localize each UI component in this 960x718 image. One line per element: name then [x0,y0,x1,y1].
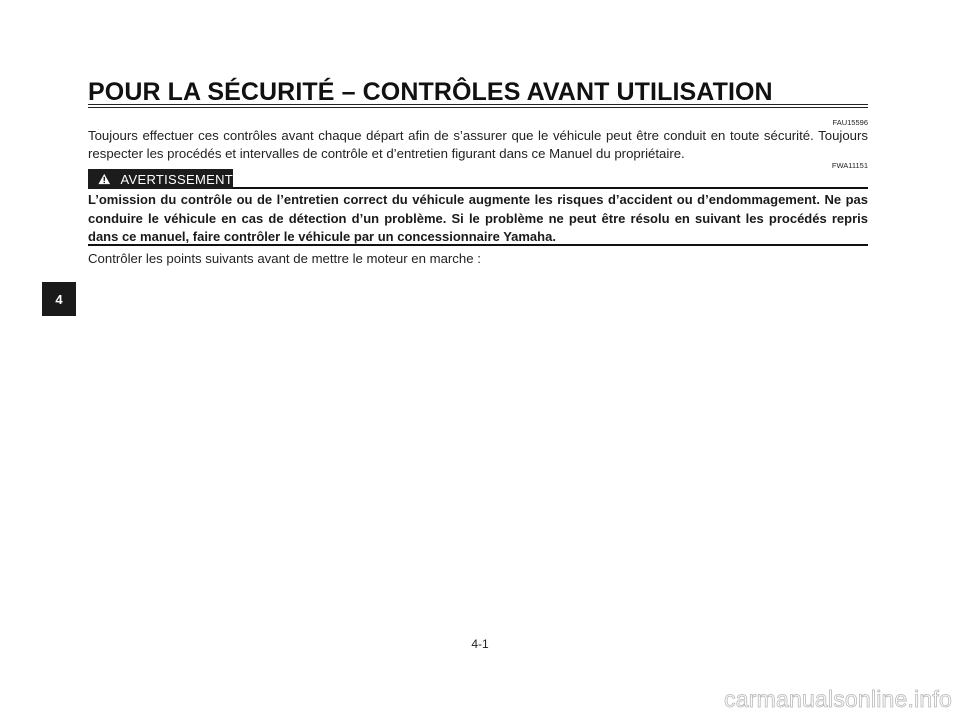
warning-reference-code: FWA11151 [831,161,868,170]
warning-top-rule [233,187,868,189]
title-rule [88,104,868,105]
intro-paragraph: Toujours effectuer ces contrôles avant chaque départ afin de s’assurer que le véhicule peut être conduit en toute sécurité. Toujours respecter les procédés et intervalles de contrôle et d’entretien figurant dans ce Manuel du propriétaire. [88,128,868,161]
chapter-tab: 4 [42,282,76,316]
page-number: 4-1 [471,637,489,651]
intro-reference-code: FAU15596 [832,118,868,127]
page-title: POUR LA SÉCURITÉ – CONTRÔLES AVANT UTILISATION [88,78,773,106]
warning-bottom-rule [88,244,868,246]
warning-text: L’omission du contrôle ou de l’entretien correct du véhicule augmente les risques d’accident ou d’endommagement. Ne pas conduire le véhicule en cas de détection d’un problème. Si le problème ne peut être résolu en suivant les procédés repris dans ce manuel, faire contrôler le véhicule par un concessionnaire Yamaha. [88,192,868,244]
warning-triangle-icon [98,172,111,186]
title-rule-secondary [88,107,868,108]
warning-badge [88,169,233,189]
checklist-intro: Contrôler les points suivants avant de mettre le moteur en marche : [88,251,481,266]
warning-label: AVERTISSEMENT [120,171,233,187]
watermark: carmanualsonline.info [724,686,952,712]
